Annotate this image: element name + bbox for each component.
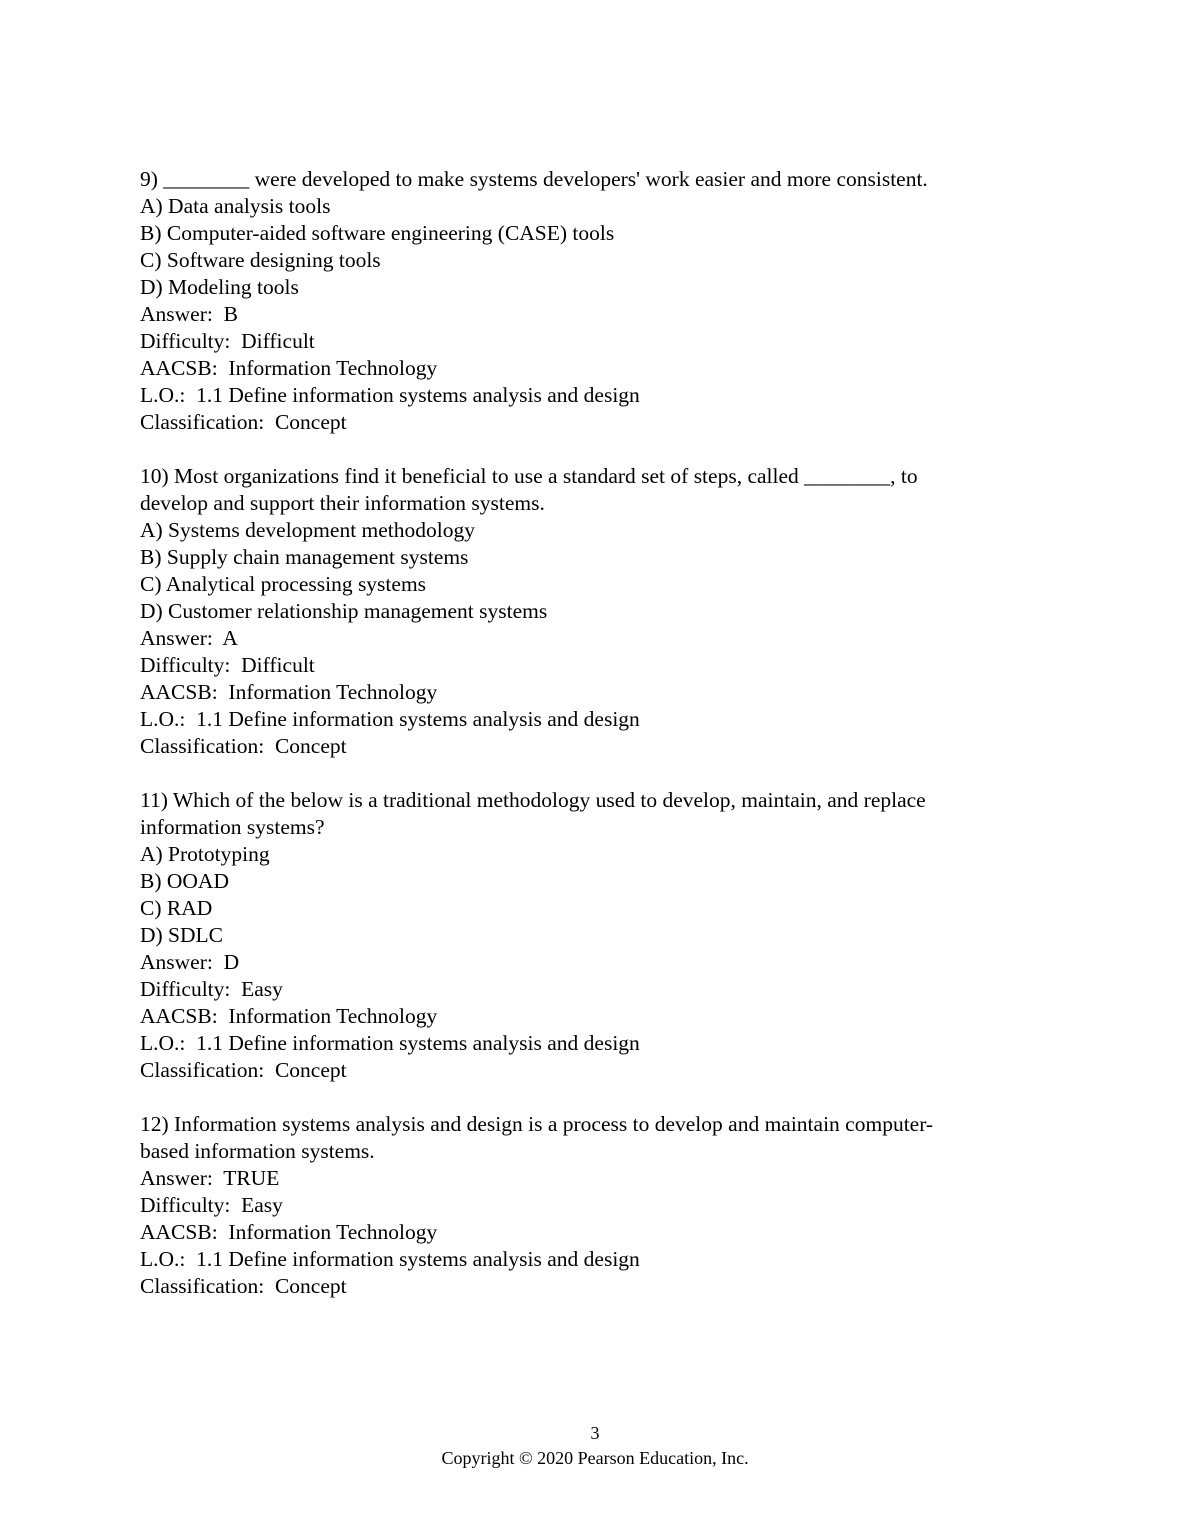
option-a: A) Systems development methodology <box>140 518 476 542</box>
question-12 <box>140 1111 1020 1300</box>
option-d: D) Modeling tools <box>140 275 299 299</box>
aacsb: AACSB: Information Technology <box>140 680 438 704</box>
learning-objective: L.O.: 1.1 Define information systems analysis and design <box>140 383 640 407</box>
question-stem-continued: develop and support their information systems. <box>140 491 545 515</box>
question-stem-continued: information systems? <box>140 815 325 839</box>
difficulty: Difficulty: Easy <box>140 977 283 1001</box>
difficulty: Difficulty: Difficult <box>140 653 315 677</box>
aacsb: AACSB: Information Technology <box>140 1004 438 1028</box>
difficulty: Difficulty: Easy <box>140 1193 283 1217</box>
question-10 <box>140 463 1020 760</box>
question-stem: 12) Information systems analysis and design is a process to develop and maintain computer- <box>140 1112 934 1136</box>
option-d: D) SDLC <box>140 923 224 947</box>
difficulty: Difficulty: Difficult <box>140 329 315 353</box>
aacsb: AACSB: Information Technology <box>140 1220 438 1244</box>
copyright-notice: Copyright © 2020 Pearson Education, Inc. <box>441 1448 749 1468</box>
option-c: C) Software designing tools <box>140 248 381 272</box>
option-c: C) Analytical processing systems <box>140 572 427 596</box>
page-number: 3 <box>590 1423 600 1443</box>
learning-objective: L.O.: 1.1 Define information systems analysis and design <box>140 1031 640 1055</box>
question-stem-continued: based information systems. <box>140 1139 375 1163</box>
aacsb: AACSB: Information Technology <box>140 356 438 380</box>
classification: Classification: Concept <box>140 1058 347 1082</box>
classification: Classification: Concept <box>140 734 347 758</box>
classification: Classification: Concept <box>140 410 347 434</box>
learning-objective: L.O.: 1.1 Define information systems analysis and design <box>140 707 640 731</box>
answer: Answer: B <box>140 302 238 326</box>
learning-objective: L.O.: 1.1 Define information systems analysis and design <box>140 1247 640 1271</box>
answer: Answer: A <box>140 626 238 650</box>
option-a: A) Data analysis tools <box>140 194 331 218</box>
question-stem: 10) Most organizations find it beneficial to use a standard set of steps, called ________, to <box>140 464 918 488</box>
option-b: B) Supply chain management systems <box>140 545 469 569</box>
question-11 <box>140 787 1020 1084</box>
option-c: C) RAD <box>140 896 213 920</box>
option-d: D) Customer relationship management systems <box>140 599 548 623</box>
question-stem: 11) Which of the below is a traditional methodology used to develop, maintain, and replace <box>140 788 926 812</box>
question-stem: 9) ________ were developed to make systems developers' work easier and more consistent. <box>140 167 928 191</box>
option-a: A) Prototyping <box>140 842 270 866</box>
question-list <box>140 166 1020 1327</box>
question-9 <box>140 166 1020 436</box>
classification: Classification: Concept <box>140 1274 347 1298</box>
answer: Answer: D <box>140 950 240 974</box>
option-b: B) OOAD <box>140 869 229 893</box>
option-b: B) Computer-aided software engineering (CASE) tools <box>140 221 615 245</box>
answer: Answer: TRUE <box>140 1166 280 1190</box>
